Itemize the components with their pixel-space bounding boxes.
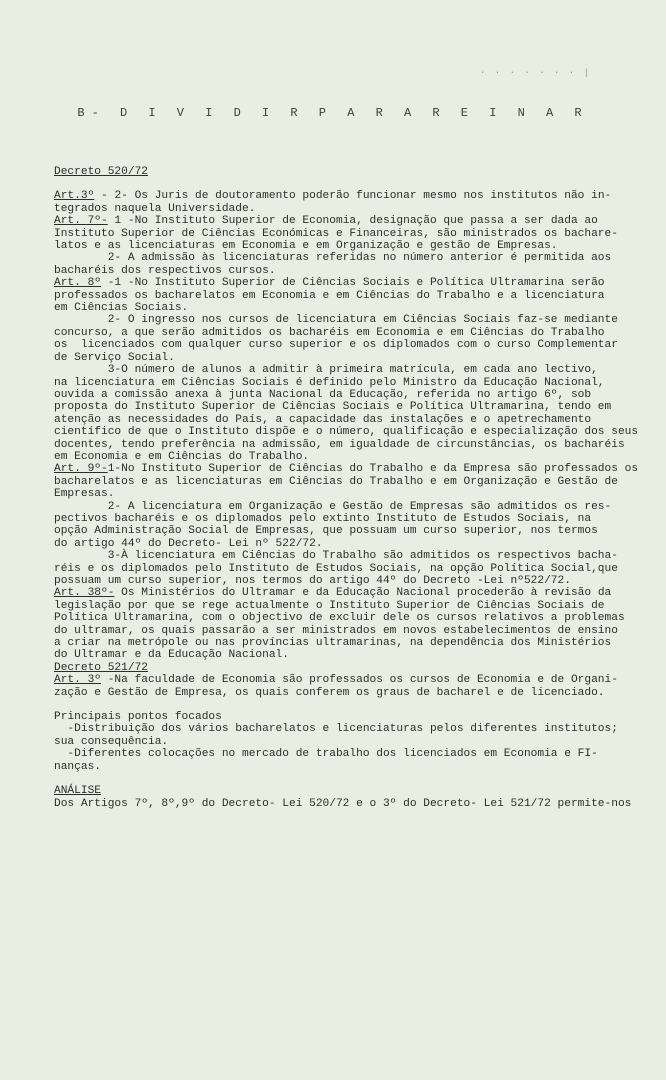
document-title: B- D I V I D I R P A R A R E I N A R (77, 106, 589, 120)
art38-line-5: do Ultramar e da Educação Nacional. (54, 649, 289, 662)
art3-line-1: tegrados naquela Universidade. (54, 202, 256, 215)
art9-label: Art. 9º- (54, 463, 108, 476)
art38-line-3: do ultramar, os quais passarão a ser ministrados em novos estabelecimentos de ensino (54, 624, 618, 637)
principais-line-3: nanças. (54, 760, 101, 773)
art8-line-12: científico de que o Instituto dispõe e o número, qualificação e especialização dos seus (54, 426, 639, 439)
art8-line-4: concurso, a que serão admitidos os bacharéis em Economia e em Ciências do Trabalho (54, 326, 605, 339)
art8-line-10: proposta do Instituto Superior de Ciências Sociais e Política Ultramarina, tendo em (54, 401, 612, 414)
art3-label: Art.3º (54, 190, 95, 203)
principais-line-2: -Diferentes colocações no mercado de trabalho dos licenciados em Economia e FI- (54, 748, 598, 761)
art8-line-6: de Serviço Social. (54, 351, 175, 364)
art9-line-8: réis e os diplomados pelo Instituto de Estudos Sociais, na opção Política Social,que (54, 562, 618, 575)
art7-line-4: bacharéis dos respectivos cursos. (54, 264, 276, 277)
art8-line-0: Art. 8º -1 -No Instituto Superior de Ciências Sociais e Política Ultramarina serão (54, 277, 605, 290)
analise-line: Dos Artigos 7º, 8º,9º do Decreto- Lei 520/72 e o 3º do Decreto- Lei 521/72 permite-nos (54, 797, 632, 810)
decreto-521-heading: Decreto 521/72 (54, 661, 148, 674)
principais-line-1: sua consequência. (54, 735, 169, 748)
art9-line-2: Empresas. (54, 488, 115, 501)
art8-line-14: em Economia e em Ciências do Trabalho. (54, 450, 310, 463)
principais-line-0: -Distribuição dos vários bacharelatos e licenciaturas pelos diferentes institutos; (54, 723, 618, 736)
art3b-label: Art. 3º (54, 674, 101, 687)
art7-line-1: Instituto Superior de Ciências Económicas e Financeiras, são ministrados os bachare- (54, 227, 618, 240)
art8-line-8: na licenciatura em Ciências Sociais é definido pelo Ministro da Educação Nacional, (54, 376, 605, 389)
art9-line-0: Art. 9º-1-No Instituto Superior de Ciências do Trabalho e da Empresa são professados os (54, 463, 639, 476)
art9-line-6: do artigo 44º do Decreto- Lei nº 522/72. (54, 537, 323, 550)
art38-line-4: a criar na metrópole ou nas províncias ultramarinas, na dependência dos Ministérios (54, 637, 612, 650)
art38-label: Art. 38º- (54, 587, 115, 600)
art7-label: Art. 7º- (54, 215, 108, 228)
scan-marks: · · · · · · · | (480, 68, 592, 78)
art8-label: Art. 8º (54, 277, 101, 290)
art3b-line-0: Art. 3º -Na faculdade de Economia são professados os cursos de Economia e de Organi- (54, 674, 618, 687)
art8-line-2: em Ciências Sociais. (54, 302, 189, 315)
analise-heading: ANÁLISE (54, 785, 101, 798)
art9-line-1: bacharelatos e as licenciaturas em Ciências do Trabalho e em Organização e Gestão de (54, 475, 618, 488)
art9-line-4: pectivos bacharéis e os diplomados pelo extinto Instituto de Estudos Sociais, na (54, 512, 592, 525)
art9-line-7: 3-À licenciatura em Ciências do Trabalho são admitidos os respectivos bacha- (54, 550, 618, 563)
art8-line-9: ouvida a comissão anexa à junta Nacional da Educação, referida no artigo 6º, sob (54, 388, 592, 401)
decreto-520-heading: Decreto 520/72 (54, 166, 148, 178)
art8-line-7: 3-O número de alunos a admitir à primeira matrícula, em cada ano lectivo, (54, 364, 598, 377)
art3b-line-1: zação e Gestão de Empresa, os quais conferem os graus de bacharel e de licenciado. (54, 686, 605, 699)
art8-line-1: professados os bacharelatos em Economia e em Ciências do Trabalho e a licenciatura (54, 289, 605, 302)
principais-heading: Principais pontos focados (54, 711, 222, 724)
art9-line-3: 2- A licenciatura em Organização e Gestão de Empresas são admitidos os res- (54, 500, 612, 513)
art9-line-9: possuam um curso superior, nos termos do artigo 44º do Decreto -Lei nº522/72. (54, 575, 571, 587)
art38-line-0: Art. 38º- Os Ministérios do Ultramar e da Educação Nacional procederão à revisão da (54, 587, 612, 600)
art8-line-11: atenção as necessidades do País, a capacidade das instalações e o apetrechamento (54, 413, 592, 426)
art7-line-2: latos e as licenciaturas em Economia e em Organização e gestão de Empresas. (54, 240, 558, 253)
art38-line-2: Política Ultramarina, com o objectivo de excluir dele os cursos relativos a problemas (54, 612, 625, 625)
art8-line-3: 2- O ingresso nos cursos de licenciatura em Ciências Sociais faz-se mediante (54, 314, 618, 327)
art3-line-0: Art.3º - 2- Os Juris de doutoramento poderão funcionar mesmo nos institutos não in- (54, 190, 612, 203)
art9-line-5: opção Administração Social de Empresas, que possuam um curso superior, nos termos (54, 525, 598, 538)
art7-line-3: 2- A admissão às licenciaturas referidas no número anterior é permitida aos (54, 252, 612, 265)
art8-line-5: os licenciados com qualquer curso superior e os diplomados com o curso Complementar (54, 339, 618, 352)
art7-line-0: Art. 7º- 1 -No Instituto Superior de Economia, designação que passa a ser dada ao (54, 215, 598, 228)
art38-line-1: legislação por que se rege actualmente o Instituto Superior de Ciências Sociais de (54, 599, 605, 612)
document-body (54, 166, 650, 810)
art8-line-13: docentes, tendo preferência na admissão, em igualdade de circunstâncias, os bacharéis (54, 438, 625, 451)
